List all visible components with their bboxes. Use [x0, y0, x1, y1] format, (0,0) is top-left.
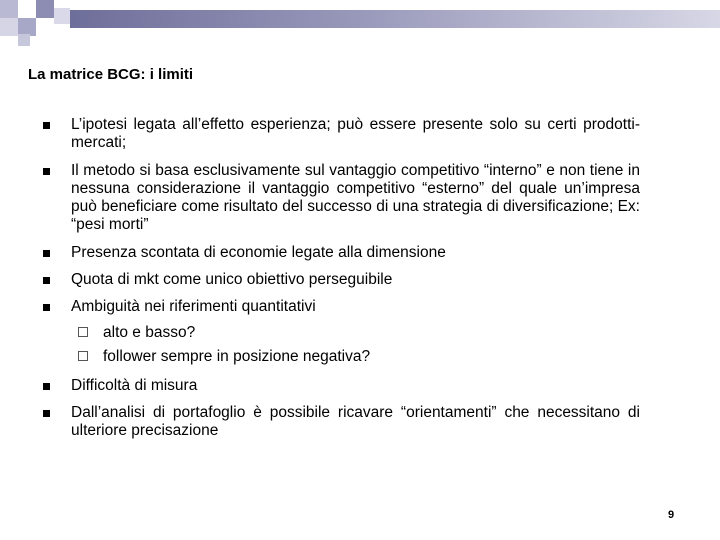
- hollow-square-bullet-icon: [78, 327, 88, 337]
- square-bullet-icon: [43, 122, 50, 129]
- square-bullet-icon: [43, 277, 50, 284]
- square-bullet-icon: [43, 168, 50, 175]
- list-item-text: L’ipotesi legata all’effetto esperienza; può essere presente solo su certi prodotti-mercati;: [71, 116, 640, 151]
- decor-square: [18, 0, 36, 18]
- square-bullet-icon: [43, 250, 50, 257]
- slide-title: La matrice BCG: i limiti: [28, 66, 194, 83]
- header-decoration: [0, 0, 720, 48]
- list-item: [40, 298, 640, 316]
- list-item-text: Difficoltà di misura: [71, 377, 198, 394]
- header-gradient-bar: [70, 10, 720, 28]
- sub-list-item: [40, 324, 640, 342]
- square-bullet-icon: [43, 304, 50, 311]
- list-item-text: Ambiguità nei riferimenti quantitativi: [71, 298, 316, 315]
- decor-square: [36, 0, 54, 18]
- list-item: [40, 404, 640, 440]
- sub-list-item-text: follower sempre in posizione negativa?: [103, 348, 371, 365]
- page-number: 9: [668, 509, 675, 521]
- bullet-list: [40, 116, 640, 440]
- list-item-text: Dall’analisi di portafoglio è possibile ricavare “orientamenti” che necessitano di ulteriore precisazione: [71, 404, 640, 439]
- list-item: [40, 244, 640, 262]
- list-item-text: Quota di mkt come unico obiettivo perseguibile: [71, 271, 393, 288]
- decor-square: [54, 8, 70, 24]
- decor-square: [0, 18, 18, 36]
- list-item-text: Presenza scontata di economie legate alla dimensione: [71, 244, 446, 261]
- hollow-square-bullet-icon: [78, 351, 88, 361]
- list-item: [40, 116, 640, 152]
- list-item-text: Il metodo si basa esclusivamente sul vantaggio competitivo “interno” e non tiene in nessuna considerazione il vantaggio competitivo “esterno” del quale un’impresa può beneficiare come risultato del successo di una strategia di diversificazione; Ex: “pesi morti”: [71, 162, 640, 233]
- sub-list-item: [40, 348, 640, 366]
- decor-square: [0, 0, 18, 18]
- square-bullet-icon: [43, 410, 50, 417]
- square-bullet-icon: [43, 383, 50, 390]
- decor-square: [18, 34, 30, 46]
- sub-list-item-text: alto e basso?: [103, 324, 196, 341]
- decor-square: [36, 18, 54, 36]
- list-item: [40, 271, 640, 289]
- list-item: [40, 162, 640, 234]
- list-item: [40, 377, 640, 395]
